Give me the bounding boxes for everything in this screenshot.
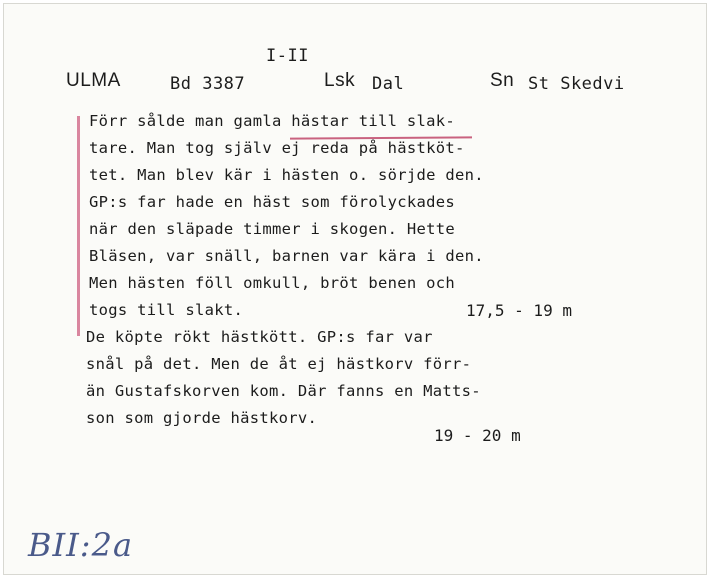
archive-card bbox=[3, 3, 707, 575]
handwritten-note: BII:2a bbox=[28, 526, 134, 564]
archive-name: ULMA bbox=[66, 70, 121, 91]
text-line-7: Men hästen föll omkull, bröt benen och bbox=[89, 274, 456, 292]
text-line-4: GP:s far hade en häst som förolyckades bbox=[89, 193, 456, 211]
text-line-3: tet. Man blev kär i hästen o. sörjde den. bbox=[89, 166, 484, 184]
sn-label: Sn bbox=[490, 70, 515, 91]
margin-marker-line bbox=[77, 116, 80, 336]
county-name: Dal bbox=[372, 74, 405, 94]
text-line-9: De köpte rökt hästkött. GP:s far var bbox=[86, 328, 433, 346]
reference-2: 19 - 20 m bbox=[434, 426, 521, 445]
text-line-8: togs till slakt. bbox=[89, 301, 244, 319]
text-line-6: Bläsen, var snäll, barnen var kära i den. bbox=[89, 247, 484, 265]
text-line-5: när den släpade timmer i skogen. Hette bbox=[89, 220, 456, 238]
text-line-10: snål på det. Men de åt ej hästkorv förr- bbox=[86, 355, 472, 373]
parish-name: St Skedvi bbox=[528, 74, 625, 94]
section-label: I-II bbox=[266, 46, 309, 66]
text-line-11: än Gustafskorven kom. Där fanns en Matts- bbox=[86, 382, 481, 400]
text-line-1: Förr sålde man gamla hästar till slak- bbox=[89, 112, 456, 130]
reference-1: 17,5 - 19 m bbox=[466, 301, 572, 320]
text-line-2: tare. Man tog själv ej reda på hästköt- bbox=[89, 139, 465, 157]
record-number: Bd 3387 bbox=[170, 74, 246, 94]
text-line-12: son som gjorde hästkorv. bbox=[86, 409, 318, 427]
lsk-label: Lsk bbox=[324, 70, 356, 91]
